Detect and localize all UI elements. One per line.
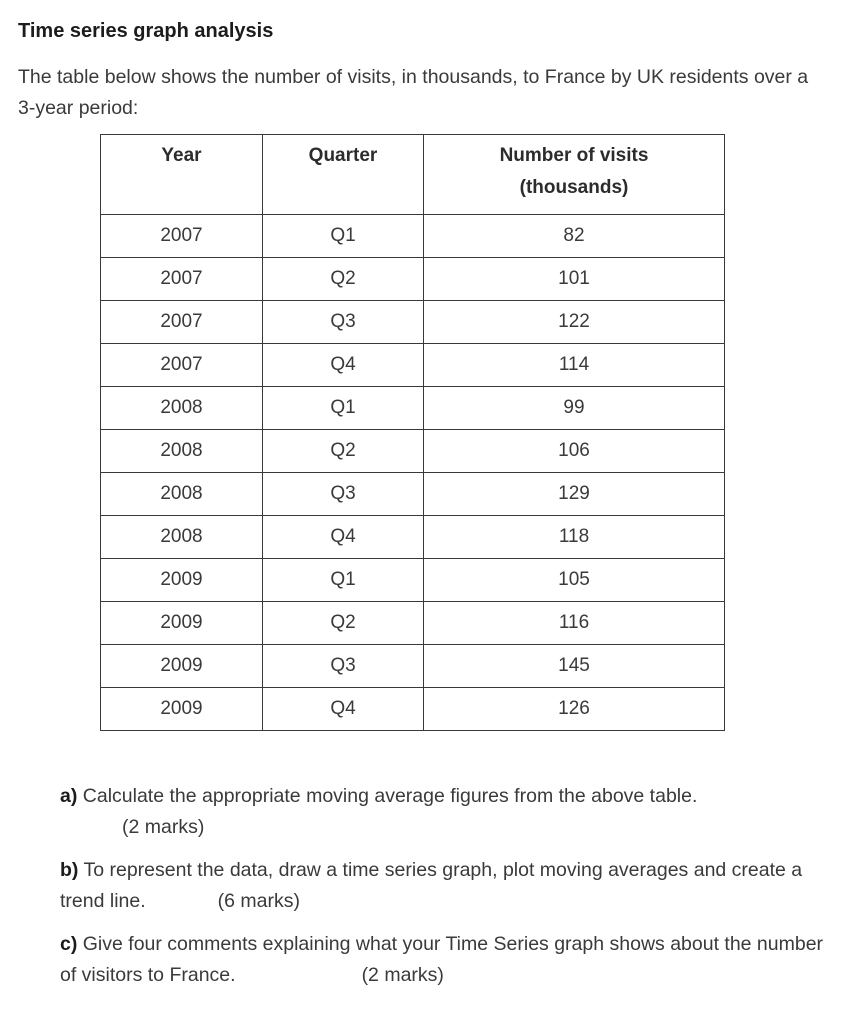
table-row (101, 258, 725, 301)
cell-year: 2009 (101, 688, 263, 731)
cell-visits: 114 (424, 344, 725, 387)
cell-quarter: Q2 (263, 258, 424, 301)
table-row (101, 344, 725, 387)
header-visits-line2: (thousands) (519, 177, 629, 198)
cell-visits: 101 (424, 258, 725, 301)
questions (60, 781, 830, 1003)
cell-visits: 129 (424, 473, 725, 516)
question-b-label: b) (60, 859, 79, 881)
table-row (101, 473, 725, 516)
table-row (101, 645, 725, 688)
cell-visits: 99 (424, 387, 725, 430)
cell-year: 2009 (101, 602, 263, 645)
question-c (60, 929, 830, 991)
header-quarter: Quarter (263, 135, 424, 215)
page-title: Time series graph analysis (18, 20, 274, 42)
visits-table (100, 134, 725, 731)
question-b (60, 855, 830, 917)
table-row (101, 602, 725, 645)
cell-visits: 118 (424, 516, 725, 559)
cell-year: 2008 (101, 516, 263, 559)
cell-visits: 126 (424, 688, 725, 731)
question-b-text: To represent the data, draw a time series graph, plot moving averages and create a trend line. (60, 859, 803, 912)
question-c-label: c) (60, 933, 78, 955)
cell-year: 2007 (101, 344, 263, 387)
cell-quarter: Q2 (263, 430, 424, 473)
question-c-marks: (2 marks) (361, 964, 444, 986)
cell-visits: 82 (424, 215, 725, 258)
table-row (101, 215, 725, 258)
cell-quarter: Q2 (263, 602, 424, 645)
cell-quarter: Q4 (263, 688, 424, 731)
cell-quarter: Q1 (263, 215, 424, 258)
cell-year: 2008 (101, 387, 263, 430)
table-header-row (101, 135, 725, 215)
question-b-marks: (6 marks) (217, 890, 300, 912)
intro-text: The table below shows the number of visits, in thousands, to France by UK residents over a 3-year period: (18, 66, 809, 119)
cell-quarter: Q1 (263, 387, 424, 430)
table-row (101, 516, 725, 559)
cell-year: 2009 (101, 645, 263, 688)
table-row (101, 387, 725, 430)
cell-visits: 105 (424, 559, 725, 602)
question-a-text: Calculate the appropriate moving average figures from the above table. (82, 785, 698, 807)
cell-visits: 106 (424, 430, 725, 473)
cell-year: 2007 (101, 301, 263, 344)
table-row (101, 688, 725, 731)
cell-quarter: Q3 (263, 301, 424, 344)
cell-quarter: Q3 (263, 473, 424, 516)
header-visits (424, 135, 725, 215)
cell-quarter: Q4 (263, 516, 424, 559)
question-a-label: a) (60, 785, 78, 807)
cell-visits: 122 (424, 301, 725, 344)
cell-year: 2008 (101, 430, 263, 473)
table-row (101, 430, 725, 473)
cell-visits: 116 (424, 602, 725, 645)
cell-visits: 145 (424, 645, 725, 688)
cell-quarter: Q1 (263, 559, 424, 602)
table-row (101, 301, 725, 344)
cell-year: 2009 (101, 559, 263, 602)
question-a (60, 781, 830, 843)
question-a-marks: (2 marks) (122, 816, 205, 838)
table-body (101, 215, 725, 731)
question-c-text: Give four comments explaining what your Time Series graph shows about the number of visitors to France. (60, 933, 824, 986)
cell-year: 2008 (101, 473, 263, 516)
cell-year: 2007 (101, 215, 263, 258)
cell-quarter: Q3 (263, 645, 424, 688)
table-row (101, 559, 725, 602)
cell-quarter: Q4 (263, 344, 424, 387)
header-visits-line1: Number of visits (499, 145, 649, 166)
cell-year: 2007 (101, 258, 263, 301)
header-year: Year (101, 135, 263, 215)
